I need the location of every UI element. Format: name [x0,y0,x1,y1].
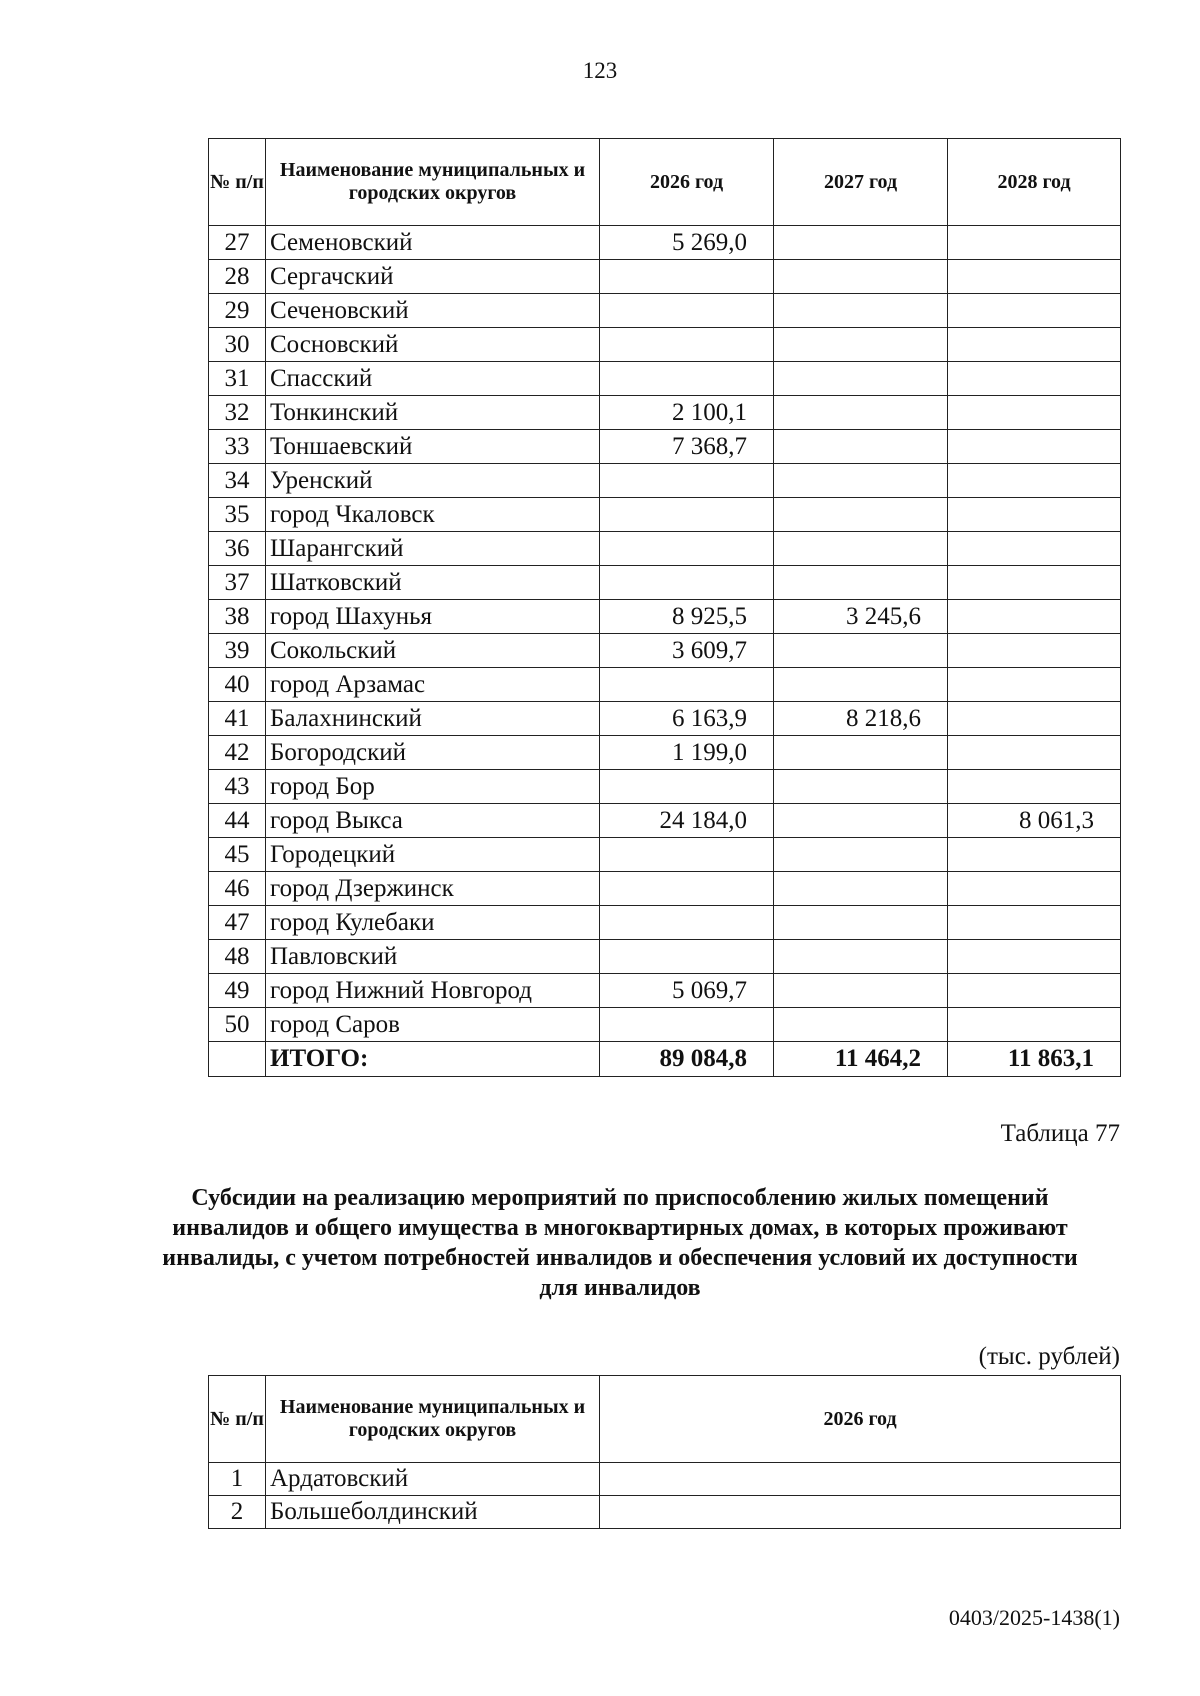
value-2026: 5 069,7 [600,974,774,1008]
row-number: 47 [209,906,266,940]
district-name: город Выкса [266,804,600,838]
table-row [209,974,1121,1008]
value-2027 [774,634,948,668]
row-number: 46 [209,872,266,906]
table-row [209,566,1121,600]
district-name: Семеновский [266,226,600,260]
value-2026: 24 184,0 [600,804,774,838]
value-2028 [948,736,1121,770]
table-row [209,668,1121,702]
value-2028 [948,226,1121,260]
district-name: город Чкаловск [266,498,600,532]
value-2028 [948,906,1121,940]
total-label: ИТОГО: [266,1042,600,1077]
value-2026: 6 163,9 [600,702,774,736]
table-row [209,260,1121,294]
value-2026: 2 100,1 [600,396,774,430]
district-name: Павловский [266,940,600,974]
subsidy-table-76 [208,138,1121,1077]
value-2026 [600,498,774,532]
header-2026: 2026 год [600,1376,1121,1463]
value-2026: 5 269,0 [600,226,774,260]
value-2028 [948,328,1121,362]
value-2026 [600,668,774,702]
value-2027 [774,294,948,328]
row-number: 37 [209,566,266,600]
value-2028 [948,430,1121,464]
row-number: 29 [209,294,266,328]
district-name: Уренский [266,464,600,498]
value-2028 [948,260,1121,294]
value-2028 [948,974,1121,1008]
value-2028 [948,566,1121,600]
district-name: Большеболдинский [266,1496,600,1529]
value-2027 [774,940,948,974]
value-2026 [600,532,774,566]
value-2026 [600,464,774,498]
value-2027 [774,736,948,770]
table-row [209,906,1121,940]
value-2026 [600,260,774,294]
value-2028 [948,1008,1121,1042]
table-header-row [209,1376,1121,1463]
table-row [209,634,1121,668]
row-number: 34 [209,464,266,498]
row-number: 30 [209,328,266,362]
row-number: 42 [209,736,266,770]
district-name: Спасский [266,362,600,396]
value-2028 [948,362,1121,396]
value-2026 [600,1008,774,1042]
table-row [209,464,1121,498]
table-row [209,294,1121,328]
value-2028: 8 061,3 [948,804,1121,838]
header-num: № п/п [209,139,266,226]
row-number: 1 [209,1463,266,1496]
header-2028: 2028 год [948,139,1121,226]
value-2028 [948,634,1121,668]
district-name: Сокольский [266,634,600,668]
table-row [209,600,1121,634]
district-name: город Шахунья [266,600,600,634]
value-2026 [600,566,774,600]
district-name: Балахнинский [266,702,600,736]
value-2027 [774,838,948,872]
total-row [209,1042,1121,1077]
value-2027 [774,872,948,906]
table-row [209,1496,1121,1529]
district-name: Городецкий [266,838,600,872]
value-2027 [774,260,948,294]
district-name: город Кулебаки [266,906,600,940]
district-name: Богородский [266,736,600,770]
row-number: 33 [209,430,266,464]
row-number: 39 [209,634,266,668]
value-2026 [600,770,774,804]
total-num-cell [209,1042,266,1077]
row-number: 44 [209,804,266,838]
district-name: Сеченовский [266,294,600,328]
header-name: Наименование муниципальных и городских округов [266,1376,600,1463]
row-number: 27 [209,226,266,260]
value-2028 [948,600,1121,634]
row-number: 48 [209,940,266,974]
value-2027 [774,532,948,566]
row-number: 28 [209,260,266,294]
value-2028 [948,498,1121,532]
row-number: 43 [209,770,266,804]
table-row [209,940,1121,974]
row-number: 38 [209,600,266,634]
value-2026 [600,362,774,396]
table-row [209,430,1121,464]
value-2028 [948,668,1121,702]
row-number: 45 [209,838,266,872]
table-header-row [209,139,1121,226]
district-name: Тоншаевский [266,430,600,464]
table-row [209,736,1121,770]
value-2027 [774,668,948,702]
header-2026: 2026 год [600,139,774,226]
value-2026 [600,328,774,362]
district-name: Шатковский [266,566,600,600]
row-number: 50 [209,1008,266,1042]
section-title: Субсидии на реализацию мероприятий по приспособлению жилых помещений инвалидов и общего имущества в многоквартирных домах, в которых проживают инвалиды, с учетом потребностей инвалидов и обеспечения условий их доступности для инвалидов [162,1185,1078,1301]
row-number: 31 [209,362,266,396]
row-number: 2 [209,1496,266,1529]
table-row [209,1463,1121,1496]
subsidy-table-77 [208,1375,1121,1529]
value-2026 [600,1463,1121,1496]
table-row [209,498,1121,532]
table-row [209,770,1121,804]
total-2028: 11 863,1 [948,1042,1121,1077]
value-2026 [600,294,774,328]
header-num: № п/п [209,1376,266,1463]
district-name: город Бор [266,770,600,804]
table-row [209,1008,1121,1042]
district-name: город Дзержинск [266,872,600,906]
value-2026 [600,940,774,974]
district-name: Сосновский [266,328,600,362]
table-row [209,804,1121,838]
table-row [209,872,1121,906]
value-2026: 3 609,7 [600,634,774,668]
row-number: 36 [209,532,266,566]
table-row [209,328,1121,362]
district-name: город Нижний Новгород [266,974,600,1008]
table-label: Таблица 77 [1000,1120,1120,1147]
header-2027: 2027 год [774,139,948,226]
district-name: город Арзамас [266,668,600,702]
row-number: 41 [209,702,266,736]
value-2026 [600,906,774,940]
table-row [209,532,1121,566]
total-2026: 89 084,8 [600,1042,774,1077]
value-2028 [948,940,1121,974]
value-2026 [600,872,774,906]
table-row [209,396,1121,430]
value-2027 [774,974,948,1008]
district-name: город Саров [266,1008,600,1042]
table-row [209,838,1121,872]
value-2028 [948,294,1121,328]
value-2027 [774,566,948,600]
row-number: 40 [209,668,266,702]
value-2027 [774,396,948,430]
value-2026: 7 368,7 [600,430,774,464]
row-number: 49 [209,974,266,1008]
value-2026: 8 925,5 [600,600,774,634]
district-name: Ардатовский [266,1463,600,1496]
value-2027 [774,328,948,362]
value-2026 [600,838,774,872]
value-2027 [774,804,948,838]
header-name: Наименование муниципальных и городских округов [266,139,600,226]
table-row [209,702,1121,736]
table-row [209,362,1121,396]
row-number: 32 [209,396,266,430]
value-2027 [774,430,948,464]
units-label: (тыс. рублей) [978,1343,1120,1370]
value-2028 [948,838,1121,872]
value-2027 [774,770,948,804]
value-2026: 1 199,0 [600,736,774,770]
value-2027 [774,464,948,498]
value-2028 [948,702,1121,736]
district-name: Сергачский [266,260,600,294]
value-2028 [948,464,1121,498]
value-2026 [600,1496,1121,1529]
page-number: 123 [582,58,618,83]
district-name: Шарангский [266,532,600,566]
table-row [209,226,1121,260]
value-2028 [948,872,1121,906]
value-2028 [948,770,1121,804]
value-2027: 3 245,6 [774,600,948,634]
value-2027 [774,362,948,396]
document-code: 0403/2025-1438(1) [948,1605,1120,1630]
value-2027 [774,498,948,532]
value-2027 [774,226,948,260]
total-2027: 11 464,2 [774,1042,948,1077]
value-2028 [948,532,1121,566]
value-2027: 8 218,6 [774,702,948,736]
district-name: Тонкинский [266,396,600,430]
row-number: 35 [209,498,266,532]
value-2027 [774,906,948,940]
value-2027 [774,1008,948,1042]
value-2028 [948,396,1121,430]
